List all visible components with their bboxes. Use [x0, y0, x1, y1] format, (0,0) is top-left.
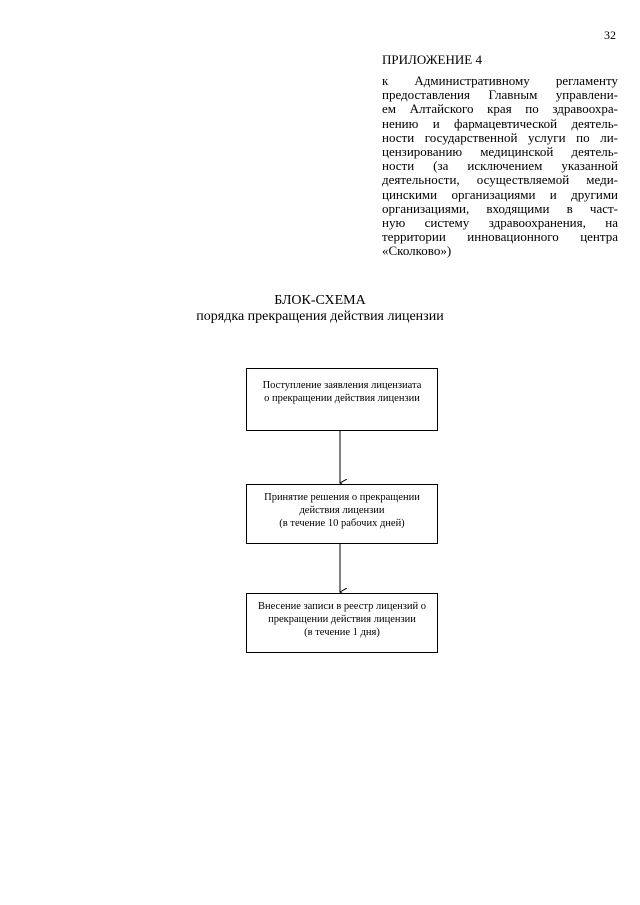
- flow-step-decision: [246, 484, 438, 544]
- appendix-line: организациями, входящими в част-: [382, 200, 618, 216]
- flow-step-text: Внесение записи в реестр лицензий о: [257, 601, 426, 612]
- flow-step-text: прекращении действия лицензии: [268, 614, 416, 625]
- appendix-line: «Сколково»): [382, 243, 452, 259]
- appendix-line: ности (за исключением указанной: [382, 158, 618, 174]
- appendix-line: деятельности, осуществляемой меди-: [382, 172, 618, 188]
- flow-step-application: [246, 368, 438, 431]
- page-number: 32: [604, 28, 616, 42]
- flow-step-text: (в течение 10 рабочих дней): [279, 518, 405, 529]
- appendix-title: ПРИЛОЖЕНИЕ 4: [382, 52, 482, 67]
- flow-step-text: Принятие решения о прекращении: [264, 492, 420, 503]
- flow-step-text: (в течение 1 дня): [304, 627, 380, 638]
- appendix-line: к Административному регламенту: [382, 73, 618, 88]
- flow-step-registry-entry: [246, 593, 438, 653]
- appendix-line: нению и фармацевтической деятель-: [382, 115, 618, 131]
- appendix-line: ем Алтайского края по здравоохра-: [382, 101, 618, 117]
- appendix-line: предоставления Главным управлени-: [382, 87, 618, 103]
- appendix-line: территории инновационного центра: [382, 229, 618, 245]
- flow-step-text: о прекращении действия лицензии: [264, 393, 420, 404]
- appendix-line: цинскими организациями и другими: [382, 186, 618, 202]
- flow-step-text: Поступление заявления лицензиата: [262, 380, 422, 391]
- scheme-subtitle: порядка прекращения действия лицензии: [196, 309, 444, 324]
- appendix-line: цензированию медицинской деятель-: [382, 144, 618, 160]
- scheme-title: БЛОК-СХЕМА: [274, 293, 366, 308]
- flow-step-text: действия лицензии: [299, 505, 385, 516]
- appendix-line: ности государственной услуги по ли-: [382, 129, 618, 145]
- appendix-line: ную систему здравоохранения, на: [382, 215, 618, 231]
